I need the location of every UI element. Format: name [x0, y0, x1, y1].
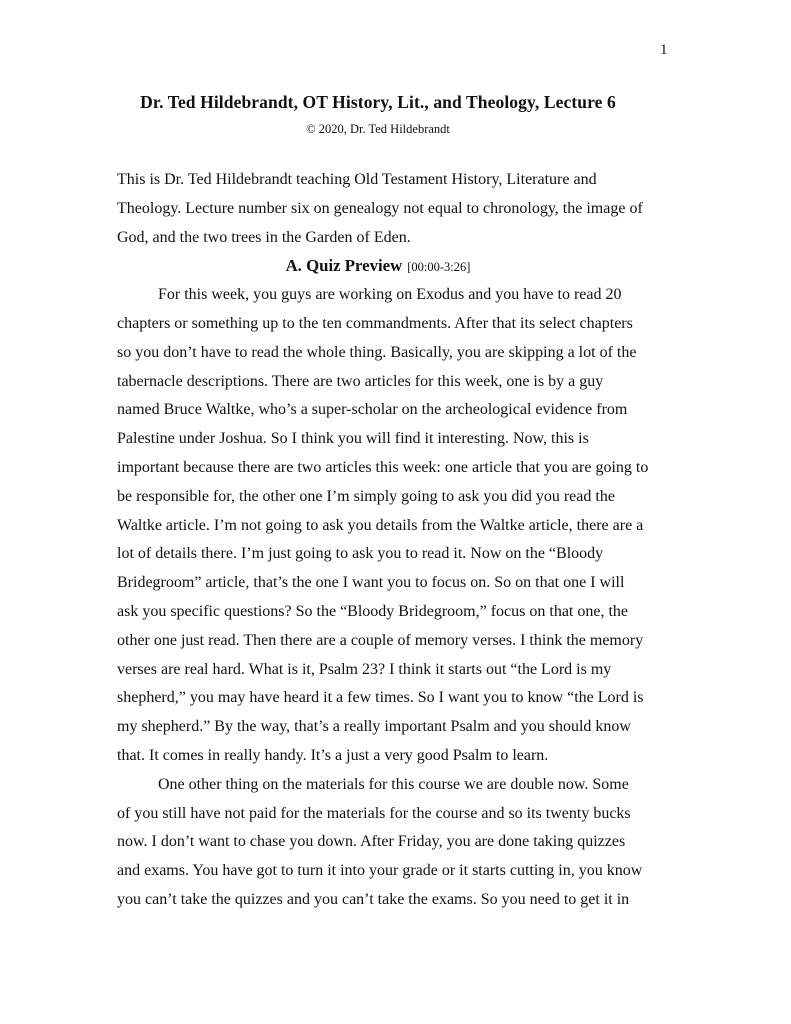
text-line: Bridegroom” article, that’s the one I want you to focus on. So on that one I will — [117, 574, 625, 592]
document-header — [117, 91, 639, 137]
text-line: now. I don’t want to chase you down. After Friday, you are done taking quizzes — [117, 833, 626, 851]
document-title: Dr. Ted Hildebrandt, OT History, Lit., and Theology, Lecture 6 — [140, 92, 616, 112]
text-line: my shepherd.” By the way, that’s a really important Psalm and you should know — [117, 718, 631, 736]
text-line: named Bruce Waltke, who’s a super-scholar on the archeological evidence from — [117, 401, 628, 419]
section-timestamp: [00:00-3:26] — [407, 260, 471, 275]
section-title: A. Quiz Preview — [285, 256, 403, 276]
text-line: Theology. Lecture number six on genealogy not equal to chronology, the image of — [117, 199, 643, 217]
text-line: God, and the two trees in the Garden of Eden. — [117, 228, 411, 246]
text-line: shepherd,” you may have heard it a few times. So I want you to know “the Lord is — [117, 689, 644, 707]
document-body — [117, 166, 677, 915]
text-line: you can’t take the quizzes and you can’t take the exams. So you need to get it in — [117, 890, 630, 908]
text-line: One other thing on the materials for this course we are double now. Some — [158, 775, 629, 793]
text-line: chapters or something up to the ten commandments. After that its select chapters — [117, 314, 633, 332]
text-line: so you don’t have to read the whole thing. Basically, you are skipping a lot of the — [117, 343, 637, 361]
text-line: lot of details there. I’m just going to ask you to read it. Now on the “Bloody — [117, 545, 604, 563]
intro-paragraph — [117, 166, 677, 252]
text-line: Waltke article. I’m not going to ask you details from the Waltke article, there are a — [117, 516, 644, 534]
body-paragraph — [117, 281, 677, 771]
text-line: For this week, you guys are working on Exodus and you have to read 20 — [158, 286, 622, 304]
text-line: tabernacle descriptions. There are two articles for this week, one is by a guy — [117, 372, 604, 390]
text-line: of you still have not paid for the materials for the course and so its twenty bucks — [117, 804, 631, 822]
text-line: verses are real hard. What is it, Psalm 23? I think it starts out “the Lord is my — [117, 660, 612, 678]
text-line: This is Dr. Ted Hildebrandt teaching Old Testament History, Literature and — [117, 171, 597, 188]
text-line: be responsible for, the other one I’m simply going to ask you did you read the — [117, 487, 615, 505]
text-line: important because there are two articles this week: one article that you are going to — [117, 458, 649, 476]
text-line: Palestine under Joshua. So I think you will find it interesting. Now, this is — [117, 430, 589, 448]
text-line: ask you specific questions? So the “Bloody Bridegroom,” focus on that one, the — [117, 602, 629, 620]
text-line: that. It comes in really handy. It’s a just a very good Psalm to learn. — [117, 746, 549, 764]
copyright-line: © 2020, Dr. Ted Hildebrandt — [306, 122, 450, 136]
text-line: and exams. You have got to turn it into your grade or it starts cutting in, you know — [117, 862, 643, 880]
text-line: other one just read. Then there are a couple of memory verses. I think the memory — [117, 631, 644, 649]
page-number: 1 — [660, 42, 668, 58]
section-heading — [117, 252, 639, 281]
body-paragraph — [117, 771, 677, 915]
